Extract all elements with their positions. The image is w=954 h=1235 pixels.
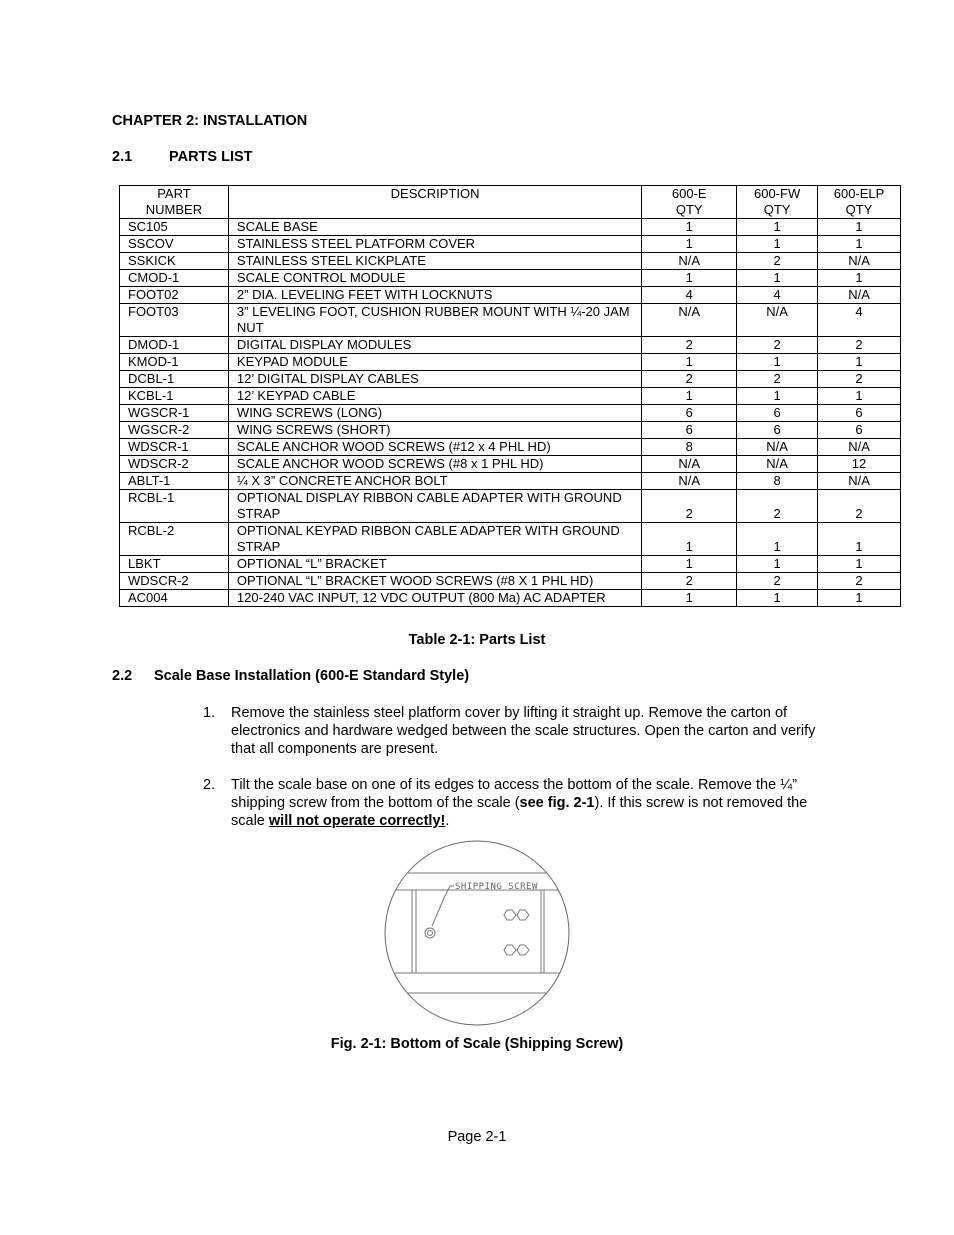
header-600e-qty: 600-E QTY: [642, 186, 737, 219]
qty-600elp-cell: 1: [818, 219, 901, 236]
qty-600e-cell: 6: [642, 405, 737, 422]
qty-600e-cell: 1: [642, 236, 737, 253]
table-row: [120, 219, 901, 236]
warning-text: will not operate correctly!: [268, 813, 446, 829]
section-2-1-heading: [112, 149, 253, 165]
qty-600e-cell: 1: [642, 590, 737, 607]
qty-600fw-cell: 1: [737, 388, 818, 405]
table-row: [120, 490, 901, 523]
page-number: Page 2-1: [447, 1129, 507, 1145]
qty-600elp-cell: 1: [818, 270, 901, 287]
part-number-cell: FOOT02: [120, 287, 229, 304]
qty-600fw-cell: 1: [737, 523, 818, 556]
step-text: ). If this screw is not removed the scale: [231, 795, 808, 829]
qty-600elp-cell: 12: [818, 456, 901, 473]
part-number-cell: DCBL-1: [120, 371, 229, 388]
description-cell: OPTIONAL “L” BRACKET WOOD SCREWS (#8 X 1 PHL HD): [228, 573, 641, 590]
qty-600fw-cell: 1: [737, 219, 818, 236]
parts-table: [119, 185, 901, 607]
qty-600elp-cell: 2: [818, 371, 901, 388]
qty-600fw-cell: 1: [737, 556, 818, 573]
part-number-cell: KMOD-1: [120, 354, 229, 371]
part-number-cell: SC105: [120, 219, 229, 236]
qty-600elp-cell: N/A: [818, 287, 901, 304]
table-row: [120, 473, 901, 490]
description-cell: OPTIONAL “L” BRACKET: [228, 556, 641, 573]
qty-600e-cell: N/A: [642, 456, 737, 473]
table-row: [120, 236, 901, 253]
figure-label: SHIPPING SCREW: [455, 882, 538, 892]
section-2-2-heading: [112, 668, 469, 684]
part-number-cell: KCBL-1: [120, 388, 229, 405]
description-cell: 120-240 VAC INPUT, 12 VDC OUTPUT (800 Ma) AC ADAPTER: [228, 590, 641, 607]
qty-600fw-cell: 2: [737, 253, 818, 270]
part-number-cell: FOOT03: [120, 304, 229, 337]
section-number: 2.1: [112, 149, 133, 165]
header-600fw-qty: 600-FW QTY: [737, 186, 818, 219]
qty-600elp-cell: 6: [818, 422, 901, 439]
list-item: [203, 776, 843, 830]
qty-600elp-cell: N/A: [818, 473, 901, 490]
table-row: [120, 337, 901, 354]
qty-600e-cell: 1: [642, 388, 737, 405]
part-number-cell: ABLT-1: [120, 473, 229, 490]
qty-600fw-cell: N/A: [737, 456, 818, 473]
description-cell: SCALE CONTROL MODULE: [228, 270, 641, 287]
qty-600fw-cell: 6: [737, 422, 818, 439]
part-number-cell: SSCOV: [120, 236, 229, 253]
qty-600elp-cell: 6: [818, 405, 901, 422]
table-row: [120, 405, 901, 422]
scale-bottom-drawing: [382, 838, 572, 1028]
part-number-cell: SSKICK: [120, 253, 229, 270]
qty-600elp-cell: 1: [818, 236, 901, 253]
qty-600e-cell: 6: [642, 422, 737, 439]
table-caption: Table 2-1: Parts List: [408, 632, 546, 648]
qty-600fw-cell: 2: [737, 337, 818, 354]
part-number-cell: RCBL-2: [120, 523, 229, 556]
description-cell: 2” DIA. LEVELING FEET WITH LOCKNUTS: [228, 287, 641, 304]
part-number-cell: WGSCR-1: [120, 405, 229, 422]
qty-600fw-cell: 6: [737, 405, 818, 422]
table-row: [120, 287, 901, 304]
installation-steps: [203, 704, 843, 848]
table-row: [120, 439, 901, 456]
qty-600e-cell: 2: [642, 573, 737, 590]
qty-600fw-cell: N/A: [737, 439, 818, 456]
header-part-number: PART NUMBER: [120, 186, 229, 219]
qty-600elp-cell: N/A: [818, 439, 901, 456]
qty-600elp-cell: 2: [818, 573, 901, 590]
step-number: 1.: [203, 705, 216, 721]
qty-600e-cell: 2: [642, 371, 737, 388]
qty-600e-cell: 8: [642, 439, 737, 456]
table-row: [120, 371, 901, 388]
qty-600fw-cell: 4: [737, 287, 818, 304]
qty-600e-cell: 2: [642, 337, 737, 354]
description-cell: ¼ X 3” CONCRETE ANCHOR BOLT: [228, 473, 641, 490]
part-number-cell: WGSCR-2: [120, 422, 229, 439]
part-number-cell: CMOD-1: [120, 270, 229, 287]
qty-600e-cell: 1: [642, 219, 737, 236]
table-header-row: [120, 186, 901, 219]
qty-600e-cell: N/A: [642, 473, 737, 490]
qty-600e-cell: 4: [642, 287, 737, 304]
qty-600e-cell: 1: [642, 523, 737, 556]
step-text: .: [445, 813, 450, 829]
step-text: Remove the stainless steel platform cover by lifting it straight up. Remove the carton of electronics and hardware wedged between the scale structures. Open the carton and verify that all components are present.: [231, 705, 816, 757]
qty-600fw-cell: 8: [737, 473, 818, 490]
part-number-cell: RCBL-1: [120, 490, 229, 523]
table-row: [120, 304, 901, 337]
qty-600e-cell: N/A: [642, 304, 737, 337]
qty-600fw-cell: 2: [737, 573, 818, 590]
description-cell: OPTIONAL DISPLAY RIBBON CABLE ADAPTER WITH GROUND STRAP: [228, 490, 641, 523]
description-cell: 12’ DIGITAL DISPLAY CABLES: [228, 371, 641, 388]
table-row: [120, 573, 901, 590]
section-number: 2.2: [112, 668, 133, 684]
qty-600fw-cell: 2: [737, 371, 818, 388]
description-cell: 12’ KEYPAD CABLE: [228, 388, 641, 405]
list-item: [203, 704, 843, 758]
part-number-cell: AC004: [120, 590, 229, 607]
description-cell: DIGITAL DISPLAY MODULES: [228, 337, 641, 354]
table-row: [120, 253, 901, 270]
qty-600e-cell: 1: [642, 556, 737, 573]
description-cell: 3” LEVELING FOOT, CUSHION RUBBER MOUNT WITH ¼-20 JAM NUT: [228, 304, 641, 337]
qty-600fw-cell: 1: [737, 354, 818, 371]
shipping-screw-figure: [382, 838, 572, 1033]
header-description: DESCRIPTION: [228, 186, 641, 219]
description-cell: STAINLESS STEEL PLATFORM COVER: [228, 236, 641, 253]
qty-600e-cell: 2: [642, 490, 737, 523]
description-cell: KEYPAD MODULE: [228, 354, 641, 371]
description-cell: SCALE ANCHOR WOOD SCREWS (#12 x 4 PHL HD): [228, 439, 641, 456]
qty-600elp-cell: 1: [818, 388, 901, 405]
figure-caption: Fig. 2-1: Bottom of Scale (Shipping Screw): [330, 1036, 624, 1052]
part-number-cell: WDSCR-2: [120, 573, 229, 590]
qty-600e-cell: 1: [642, 270, 737, 287]
figure-reference: see fig. 2-1: [519, 795, 595, 811]
description-cell: WING SCREWS (SHORT): [228, 422, 641, 439]
table-row: [120, 270, 901, 287]
description-cell: SCALE BASE: [228, 219, 641, 236]
part-number-cell: DMOD-1: [120, 337, 229, 354]
description-cell: STAINLESS STEEL KICKPLATE: [228, 253, 641, 270]
section-title: PARTS LIST: [169, 149, 253, 165]
qty-600fw-cell: 1: [737, 270, 818, 287]
qty-600elp-cell: 1: [818, 590, 901, 607]
section-title: Scale Base Installation (600-E Standard Style): [154, 668, 470, 684]
qty-600fw-cell: N/A: [737, 304, 818, 337]
header-600elp-qty: 600-ELP QTY: [818, 186, 901, 219]
qty-600elp-cell: 4: [818, 304, 901, 337]
table-row: [120, 556, 901, 573]
table-row: [120, 354, 901, 371]
table-row: [120, 422, 901, 439]
qty-600elp-cell: 1: [818, 556, 901, 573]
table-row: [120, 523, 901, 556]
qty-600elp-cell: 1: [818, 523, 901, 556]
chapter-title: CHAPTER 2: INSTALLATION: [112, 113, 308, 129]
description-cell: WING SCREWS (LONG): [228, 405, 641, 422]
qty-600fw-cell: 2: [737, 490, 818, 523]
qty-600elp-cell: 2: [818, 490, 901, 523]
qty-600fw-cell: 1: [737, 236, 818, 253]
step-number: 2.: [203, 777, 216, 793]
step-text: Tilt the scale base on one of its edges to access the bottom of the scale. Remove the ¼” shipping screw from the bottom of the scale (: [231, 777, 798, 811]
qty-600e-cell: N/A: [642, 253, 737, 270]
table-row: [120, 590, 901, 607]
description-cell: SCALE ANCHOR WOOD SCREWS (#8 x 1 PHL HD): [228, 456, 641, 473]
part-number-cell: WDSCR-1: [120, 439, 229, 456]
table-row: [120, 388, 901, 405]
table-row: [120, 456, 901, 473]
part-number-cell: WDSCR-2: [120, 456, 229, 473]
qty-600elp-cell: 2: [818, 337, 901, 354]
description-cell: OPTIONAL KEYPAD RIBBON CABLE ADAPTER WITH GROUND STRAP: [228, 523, 641, 556]
qty-600elp-cell: N/A: [818, 253, 901, 270]
qty-600e-cell: 1: [642, 354, 737, 371]
part-number-cell: LBKT: [120, 556, 229, 573]
qty-600fw-cell: 1: [737, 590, 818, 607]
qty-600elp-cell: 1: [818, 354, 901, 371]
